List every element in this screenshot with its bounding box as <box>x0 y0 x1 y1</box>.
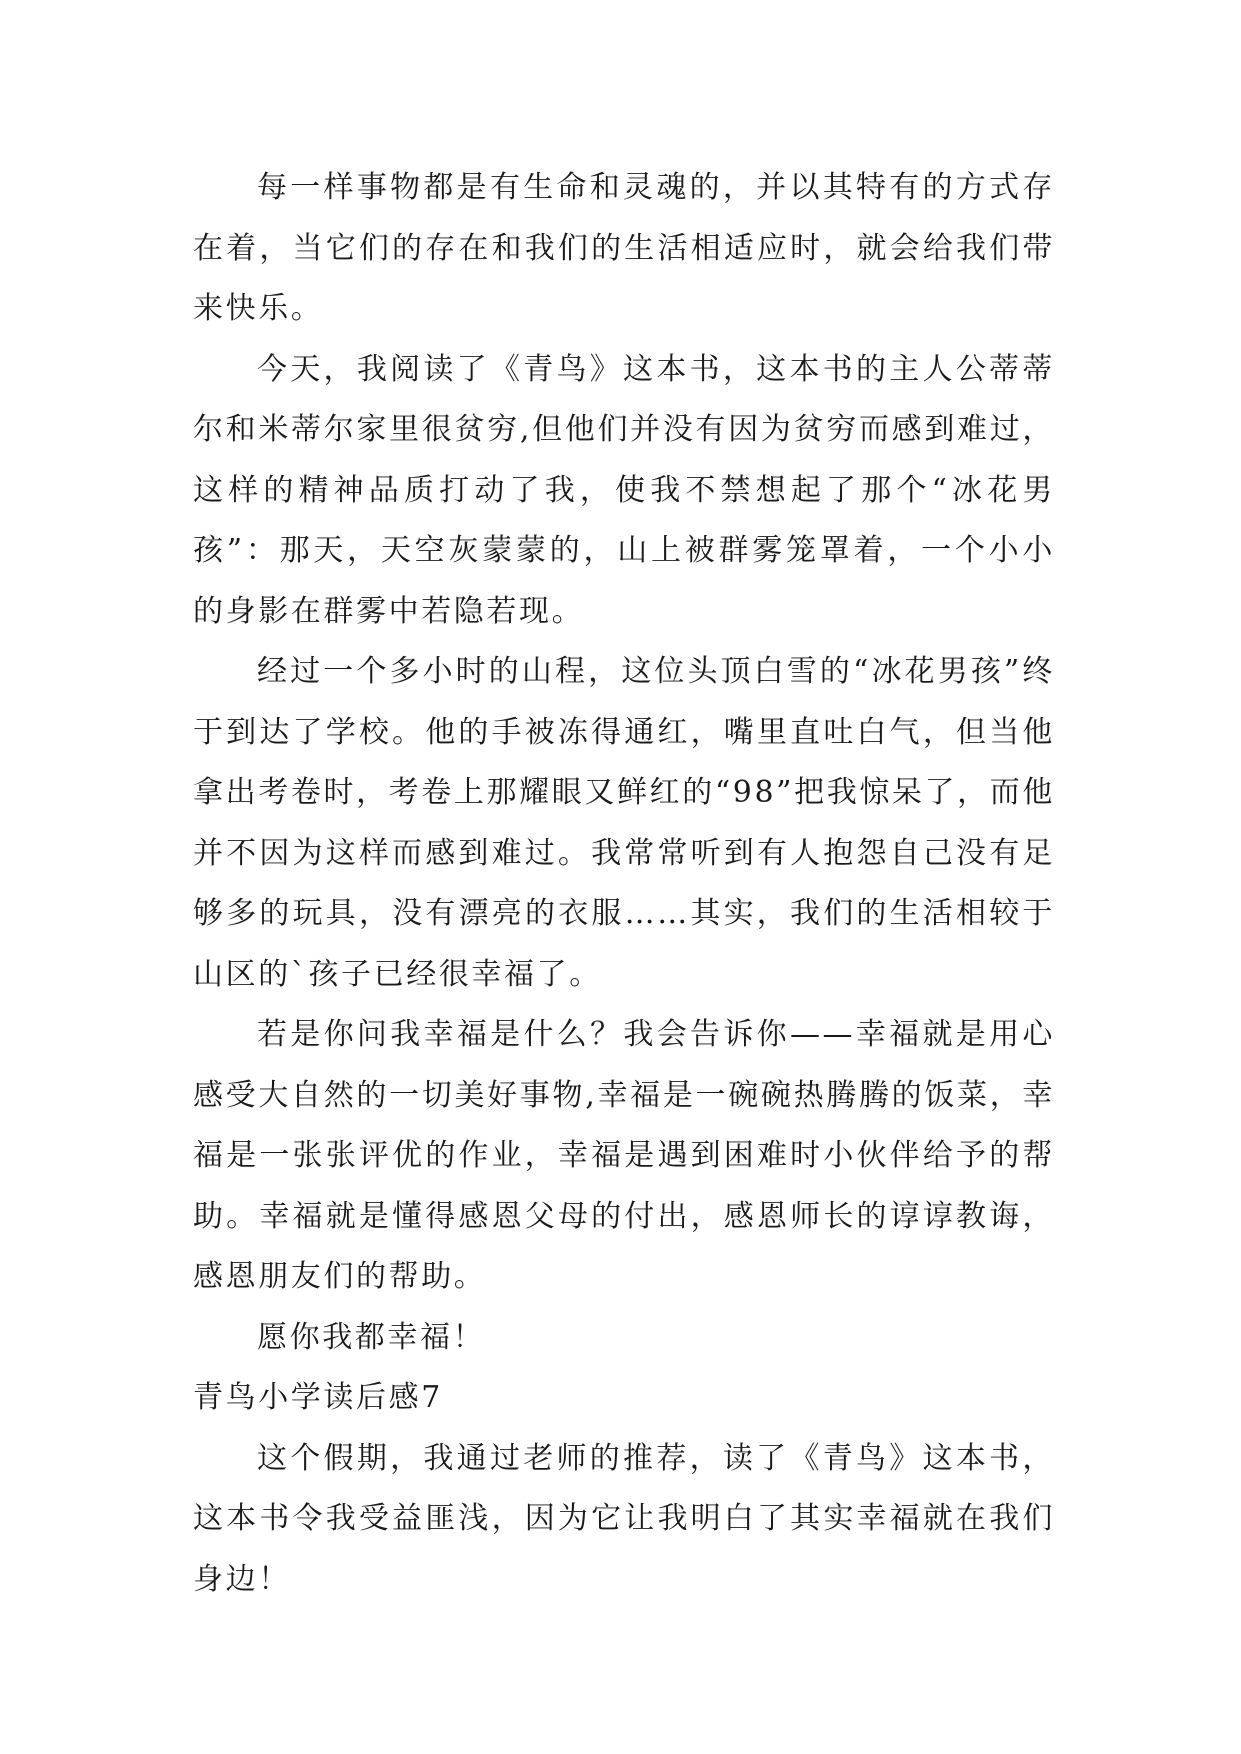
paragraph-3: 经过一个多小时的山程，这位头顶白雪的“冰花男孩”终于到达了学校。他的手被冻得通红，嘴里直吐白气，但当他拿出考卷时，考卷上那耀眼又鲜红的“98”把我惊呆了，而他并不因为这样而感到难过。我常常听到有人抱怨自己没有足够多的玩具，没有漂亮的衣服……其实，我们的生活相较于山区的`孩子已经很幸福了。 <box>193 654 1055 992</box>
paragraph-2: 今天，我阅读了《青鸟》这本书，这本书的主人公蒂蒂尔和米蒂尔家里很贫穷,但他们并没有因为贫穷而感到难过，这样的精神品质打动了我，使我不禁想起了那个“冰花男孩”：那天，天空灰蒙蒙的，山上被群雾笼罩着，一个小小的身影在群雾中若隐若现。 <box>193 351 1055 629</box>
paragraph-5: 愿你我都幸福！ <box>257 1319 486 1355</box>
paragraph-1: 每一样事物都是有生命和灵魂的，并以其特有的方式存在着，当它们的存在和我们的生活相适应时，就会给我们带来快乐。 <box>193 170 1055 326</box>
document-body <box>193 158 1055 1610</box>
paragraph-4: 若是你问我幸福是什么？我会告诉你——幸福就是用心感受大自然的一切美好事物,幸福是一碗碗热腾腾的饭菜，幸福是一张张评优的作业，幸福是遇到困难时小伙伴给予的帮助。幸福就是懂得感恩父母的付出，感恩师长的谆谆教诲，感恩朋友们的帮助。 <box>193 1017 1055 1294</box>
paragraph-6: 这个假期，我通过老师的推荐，读了《青鸟》这本书，这本书令我受益匪浅，因为它让我明白了其实幸福就在我们身边！ <box>193 1440 1055 1597</box>
section-title: 青鸟小学读后感7 <box>193 1380 443 1415</box>
